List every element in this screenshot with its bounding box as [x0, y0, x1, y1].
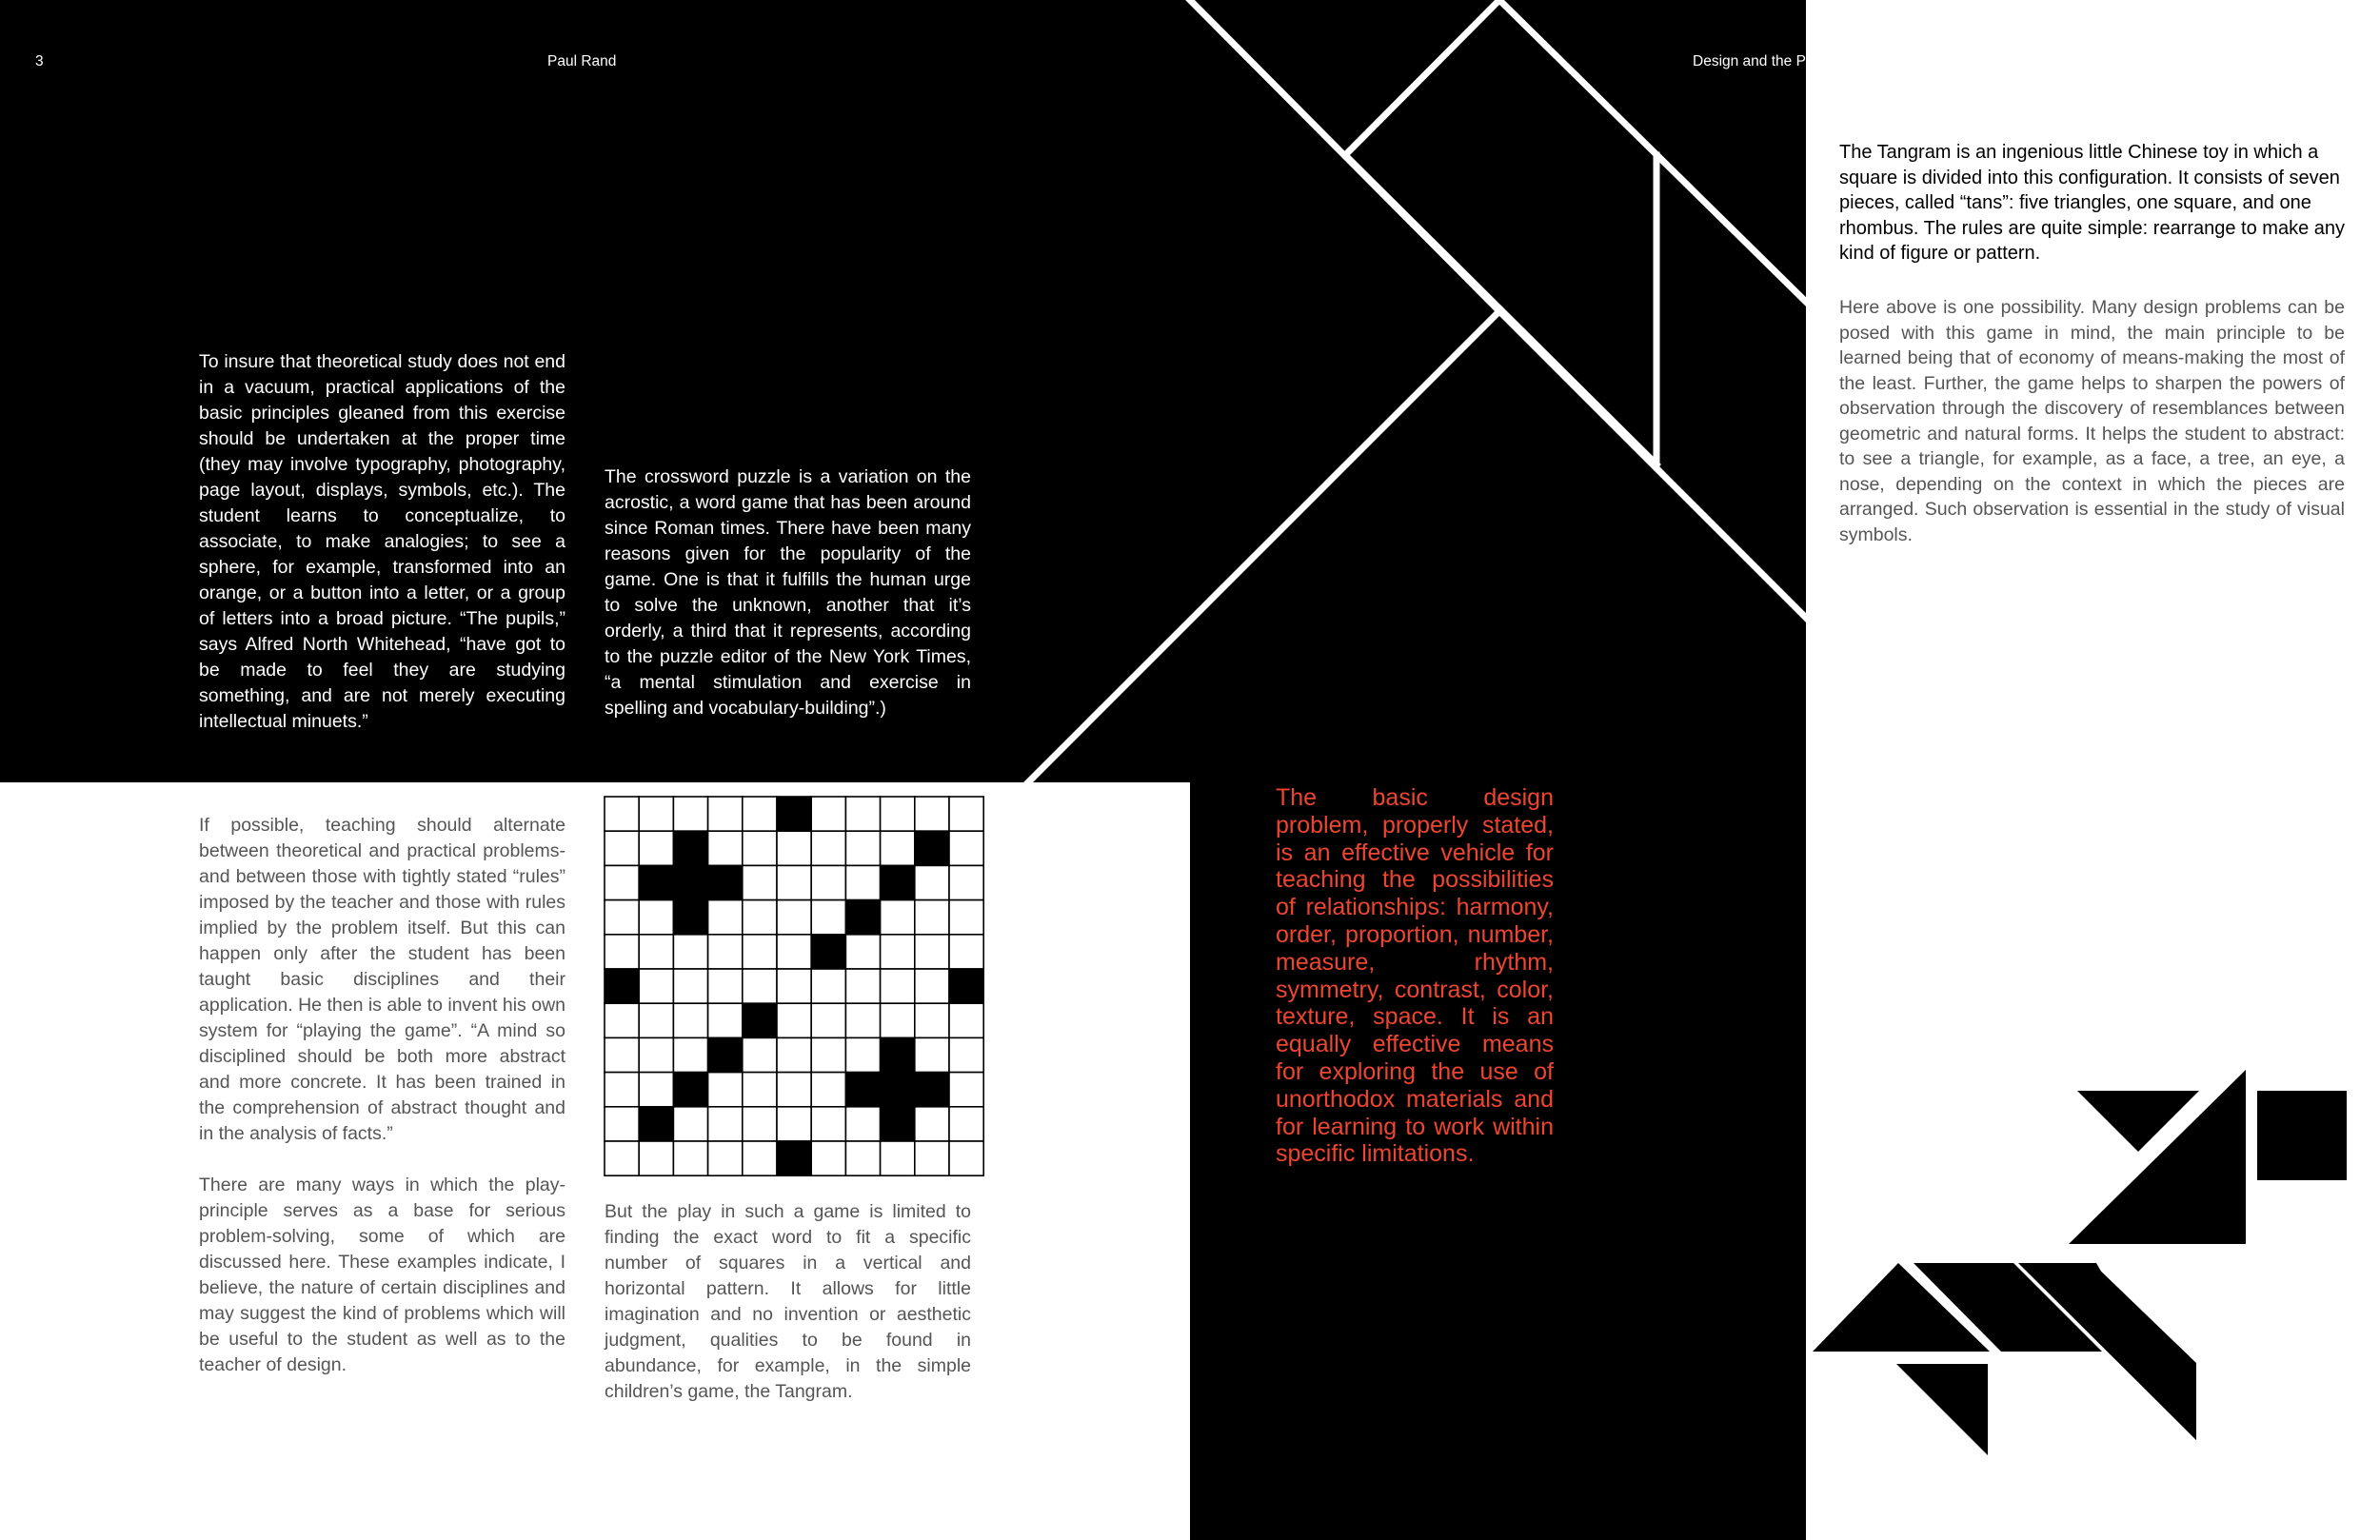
- paragraph-vacuum: To insure that theoretical study does not end in a vacuum, practical applications of the basic principles gleaned from this exercise should be undertaken at the proper time (they may involve typography, photography, page layout, displays, symbols, etc.). The student learns to conceptualize, to associate, to make analogies; to see a sphere, for example, transformed into an orange, or a button into a letter, or a group of letters into a broad picture. “The pupils,” says Alfred North Whitehead, “have got to be made to feel they are studying something, and are not merely executing intellectual minuets.”: [199, 351, 565, 732]
- left-page-number: 3: [35, 53, 44, 69]
- right-running-head: Design and the Play Instinct: [1693, 53, 1876, 69]
- body-paragraph: Here above is one possibility. Many design problems can be posed with this game in mind, the main principle to be learned being that of economy of means-making the most of the least. Further, the game helps to sharpen the powers of observation through the discovery of resemblances between geometric and natural forms. It helps the student to abstract: to see a triangle, for example, as a face, a tree, an eye, a nose, depending on the context in which the pieces are arranged. Such observation is essential in the study of visual symbols.: [1839, 297, 2345, 545]
- paragraph-teaching: If possible, teaching should alternate between theoretical and practical problems-and between those with tightly stated “rules” imposed by the teacher and those with rules implied by the problem itself. But this can happen only after the student has been taught basic disciplines and their application. He then is able to invent his own system for “playing the game”. “A mind so disciplined should be both more abstract and more concrete. It has been trained in the comprehension of abstract thought and in the analysis of facts.”: [199, 815, 565, 1144]
- pull-quote: The basic design problem, properly stated, is an effective vehicle for teaching the possibilities of relationships: harmony, order, proportion, number, measure, rhythm, symmetry, contrast, color, texture, space. It is an equally effective means for exploring the use of unorthodox materials and for learning to work within specific limitations.: [1276, 784, 1554, 1168]
- tangram-bird-small-triangle-foot: [1896, 1364, 1988, 1455]
- left-running-head: Paul Rand: [547, 53, 617, 69]
- right-page-number: 4: [2334, 53, 2343, 69]
- paragraph-crossword: The crossword puzzle is a variation on the acrostic, a word game that has been around since Roman times. There have been many reasons given for the popularity of the game. One is that it fulfills the human urge to solve the unknown, another that it’s orderly, a third that it represents, according to the puzzle editor of the New York Times, “a mental stimulation and exercise in spelling and vocabulary-building”.): [605, 466, 971, 719]
- lead-paragraph: The Tangram is an ingenious little Chinese toy in which a square is divided into this configuration. It consists of seven pieces, called “tans”: five triangles, one square, and one rhombus. The rules are quite simple: rearrange to make any kind of figure or pattern.: [1839, 142, 2346, 264]
- tangram-bird-square: [2257, 1091, 2347, 1180]
- paragraph-play-principle: There are many ways in which the play-principle serves as a base for serious problem-solving, some of which are discussed here. These examples indicate, I believe, the nature of certain disciplines and may suggest the kind of problems which will be useful to the student as well as to the teacher of design.: [199, 1175, 565, 1375]
- paragraph-play-limited: But the play in such a game is limited to finding the exact word to fit a specific number of squares in a vertical and horizontal pattern. It allows for little imagination and no invention or aesthetic judgment, qualities to be found in abundance, for example, in the simple children’s game, the Tangram.: [605, 1201, 971, 1402]
